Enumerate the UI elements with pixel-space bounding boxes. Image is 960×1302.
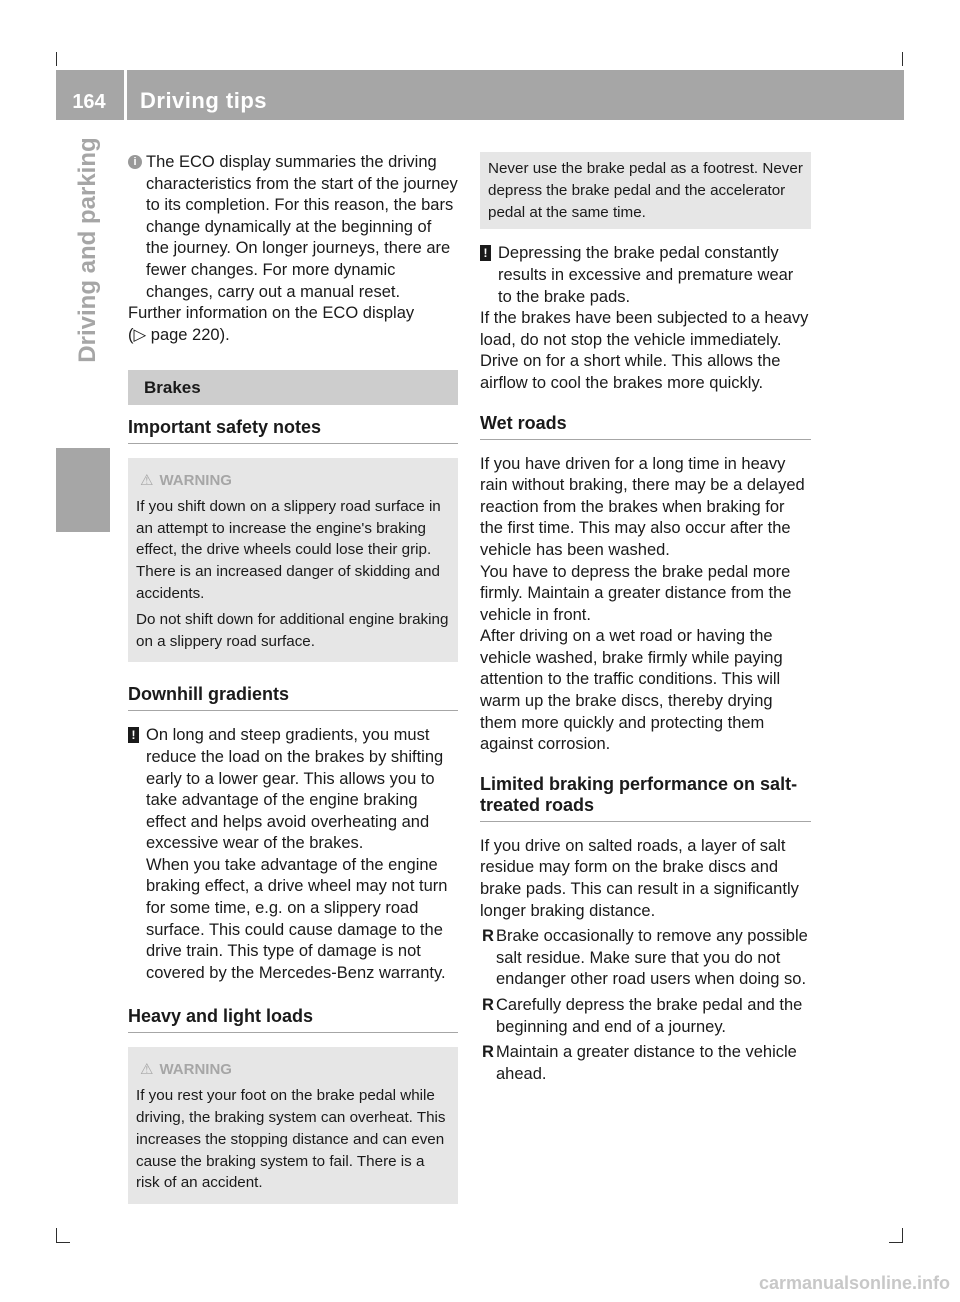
side-tab-label: Driving and parking	[74, 137, 101, 363]
side-tab-marker	[56, 448, 110, 532]
crop-mark-bottom-left-v	[56, 1228, 57, 1242]
eco-further-info: Further information on the ECO display	[128, 304, 415, 323]
salt-roads-text: If you drive on salted roads, a layer of salt residue may form on the brake discs and brake pads. This can result in a significantly longer braking distance.	[480, 836, 799, 920]
warning-triangle-icon: ⚠	[140, 1061, 154, 1079]
crop-mark-top-right	[902, 52, 903, 66]
list-item-text: Brake occasionally to remove any possible salt residue. Make sure that you do not endanger other road users when doing so.	[496, 927, 808, 989]
warning-text: If you shift down on a slippery road surface in an attempt to increase the engine's braking effect, the drive wheels could lose their grip. There is an increased danger of skidding and accidents.	[136, 497, 441, 602]
watermark: carmanualsonline.info	[758, 1273, 950, 1293]
crop-mark-top-left	[56, 52, 57, 66]
heading-important-safety-notes: Important safety notes	[128, 417, 458, 444]
bullet-marker: R	[482, 996, 494, 1015]
heavy-load-text: If the brakes have been subjected to a heavy load, do not stop the vehicle immediately. Drive on for a short while. This allows the airflow to cool the brakes more quickly.	[480, 309, 809, 392]
warning-box-downshift	[128, 458, 458, 662]
list-item-text: Carefully depress the brake pedal and the beginning and end of a journey.	[496, 996, 803, 1036]
warning-text: If you rest your foot on the brake pedal while driving, the braking system can overheat. This increases the stopping distance and can even cause the braking system to fail. There is a risk of an accident.	[136, 1087, 446, 1192]
warning-text: Do not shift down for additional engine braking on a slippery road surface.	[136, 610, 449, 650]
downhill-text: When you take advantage of the engine braking effect, a drive wheel may not turn for some time, e.g. on a slippery road surface. This could cause damage to the drive train. This type of damage is not covered by the Mercedes-Benz warranty.	[146, 855, 448, 982]
heading-wet-roads: Wet roads	[480, 413, 811, 440]
brake-pads-caution-note	[480, 243, 811, 308]
page-title: Driving tips	[140, 88, 268, 113]
warning-box-brake-pedal	[128, 1047, 458, 1204]
eco-note-text: The ECO display summaries the driving characteristics from the start of the journey to its completion. For this reason, the bars change dynamically at the beginning of the journey. On longer journeys, there are fewer changes. For more dynamic changes, carry out a manual reset.	[146, 153, 458, 301]
warning-triangle-icon: ⚠	[140, 471, 154, 489]
warning-box-continued	[480, 152, 811, 229]
warning-title-text: WARNING	[159, 1061, 232, 1079]
bullet-marker: R	[482, 927, 494, 946]
exclamation-icon: !	[480, 245, 491, 261]
heading-salt-treated-roads: Limited braking performance on salt-treated roads	[480, 774, 811, 822]
left-column	[128, 152, 458, 1204]
brake-pads-text: Depressing the brake pedal constantly results in excessive and premature wear to the brake pads.	[498, 244, 794, 306]
downhill-text: On long and steep gradients, you must reduce the load on the brakes by shifting early to a lower gear. This allows you to take advantage of the engine braking effect and helps avoid overheating and excessive wear of the brakes.	[146, 726, 444, 853]
eco-page-ref[interactable]: (▷ page 220).	[128, 325, 230, 344]
section-heading-brakes: Brakes	[128, 370, 458, 405]
eco-info-note	[128, 152, 458, 303]
header-divider	[124, 70, 127, 120]
list-item	[480, 995, 811, 1038]
heading-heavy-light-loads: Heavy and light loads	[128, 1006, 458, 1033]
right-column	[480, 152, 811, 1085]
crop-mark-bottom-right-h	[889, 1242, 903, 1243]
bullet-marker: R	[482, 1043, 494, 1062]
info-icon: i	[128, 155, 142, 169]
warning-title-text: WARNING	[159, 471, 232, 489]
exclamation-icon: !	[128, 727, 139, 743]
warning-title	[136, 1059, 450, 1081]
crop-mark-bottom-right-v	[902, 1228, 903, 1242]
downhill-caution-note	[128, 725, 458, 984]
list-item-text: Maintain a greater distance to the vehicle ahead.	[496, 1043, 797, 1083]
wet-roads-text: After driving on a wet road or having the vehicle washed, brake firmly while paying attention to the traffic conditions. This will warm up the brake discs, thereby drying them more quickly and protecting them against corrosion.	[480, 627, 783, 754]
page-number: 164	[72, 91, 106, 113]
heading-downhill-gradients: Downhill gradients	[128, 684, 458, 711]
list-item	[480, 926, 811, 991]
wet-roads-text: If you have driven for a long time in heavy rain without braking, there may be a delayed reaction from the brakes when braking for the first time. This may also occur after the vehicle has been washed.	[480, 454, 805, 559]
wet-roads-text: You have to depress the brake pedal more firmly. Maintain a greater distance from the vehicle in front.	[480, 562, 792, 624]
warning-title	[136, 470, 450, 492]
crop-mark-bottom-left-h	[56, 1242, 70, 1243]
list-item	[480, 1042, 811, 1085]
warning-text: Never use the brake pedal as a footrest. Never depress the brake pedal and the accelerator pedal at the same time.	[488, 160, 803, 221]
